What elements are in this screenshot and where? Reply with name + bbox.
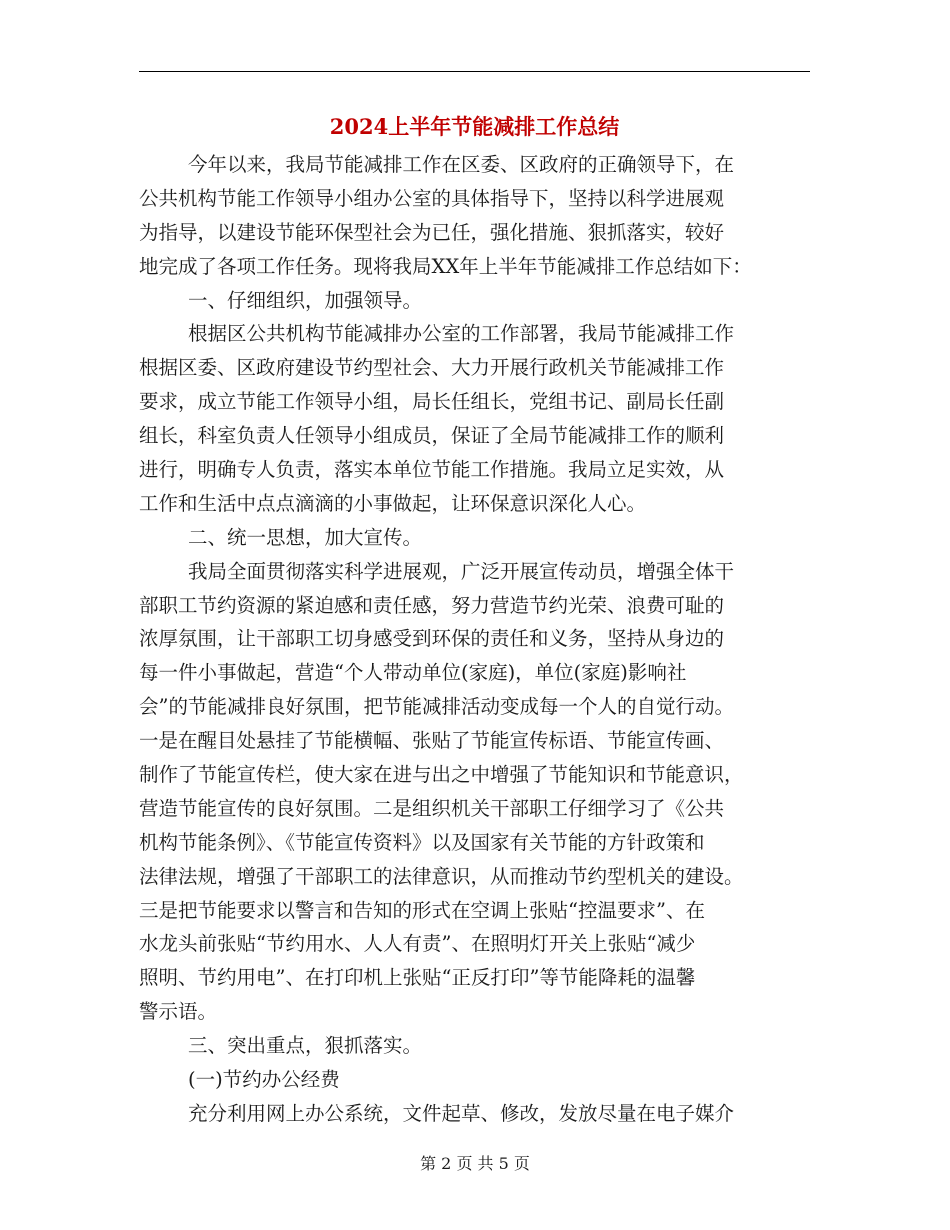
document-body: [139, 148, 819, 1131]
text-line: 警示语。: [139, 1000, 218, 1024]
text-line: 要求，成立节能工作领导小组，局长任组长，党组书记、副局长任副: [139, 390, 725, 414]
text-line: 进行，明确专人负责，落实本单位节能工作措施。我局立足实效，从: [139, 458, 725, 482]
page-footer: 第 2 页 共 5 页: [420, 1154, 530, 1173]
text-line: 今年以来，我局节能减排工作在区委、区政府的正确领导下，在: [188, 153, 735, 176]
text-line: 机构节能条例》、《节能宣传资料》以及国家有关节能的方针政策和: [139, 830, 705, 854]
text-line: 二、统一思想，加大宣传。: [188, 525, 423, 549]
text-line: 组长，科室负责人任领导小组成员，保证了全局节能减排工作的顺利: [139, 424, 725, 448]
text-line: 根据区委、区政府建设节约型社会、大力开展行政机关节能减排工作: [139, 356, 725, 380]
text-line: 每一件小事做起，营造“个人带动单位(家庭)，单位(家庭)影响社: [139, 661, 687, 685]
text-line: 三、突出重点，狠抓落实。: [188, 1034, 423, 1058]
text-line: 浓厚氛围，让干部职工切身感受到环保的责任和义务，坚持从身边的: [139, 627, 725, 651]
text-line: 法律法规，增强了干部职工的法律意识，从而推动节约型机关的建设。: [139, 864, 744, 888]
text-line: 工作和生活中点点滴滴的小事做起，让环保意识深化人心。: [139, 491, 647, 515]
text-line: 一是在醒目处悬挂了节能横幅、张贴了节能宣传标语、节能宣传画、: [139, 729, 725, 753]
text-line: 一、仔细组织，加强领导。: [188, 288, 423, 312]
text-line: 营造节能宣传的良好氛围。二是组织机关干部职工仔细学习了《公共: [139, 796, 725, 820]
document-title: 2024上半年节能减排工作总结: [329, 114, 620, 139]
text-line: 照明、节约用电”、在打印机上张贴“正反打印”等节能降耗的温馨: [139, 966, 696, 990]
text-line: 公共机构节能工作领导小组办公室的具体指导下，坚持以科学进展观: [139, 186, 725, 210]
text-line: 制作了节能宣传栏，使大家在进与出之中增强了节能知识和节能意识，: [139, 763, 744, 787]
text-line: 充分利用网上办公系统，文件起草、修改，发放尽量在电子媒介: [188, 1101, 735, 1125]
text-line: 我局全面贯彻落实科学进展观，广泛开展宣传动员，增强全体干: [188, 559, 735, 583]
text-line: 地完成了各项工作任务。现将我局XX年上半年节能减排工作总结如下：: [139, 254, 752, 278]
text-line: 水龙头前张贴“节约用水、人人有责”、在照明灯开关上张贴“减少: [139, 932, 696, 956]
text-line: 根据区公共机构节能减排办公室的工作部署，我局节能减排工作: [188, 322, 735, 346]
text-line: 三是把节能要求以警言和告知的形式在空调上张贴“控温要求”、在: [139, 898, 705, 922]
header-rule: [139, 71, 810, 72]
text-line: 会”的节能减排良好氛围，把节能减排活动变成每一个人的自觉行动。: [139, 695, 734, 719]
text-line: 部职工节约资源的紧迫感和责任感，努力营造节约光荣、浪费可耻的: [139, 593, 725, 617]
text-line: 为指导，以建设节能环保型社会为已任，强化措施、狠抓落实，较好: [139, 220, 725, 244]
text-line: (一)节约办公经费: [188, 1068, 340, 1092]
